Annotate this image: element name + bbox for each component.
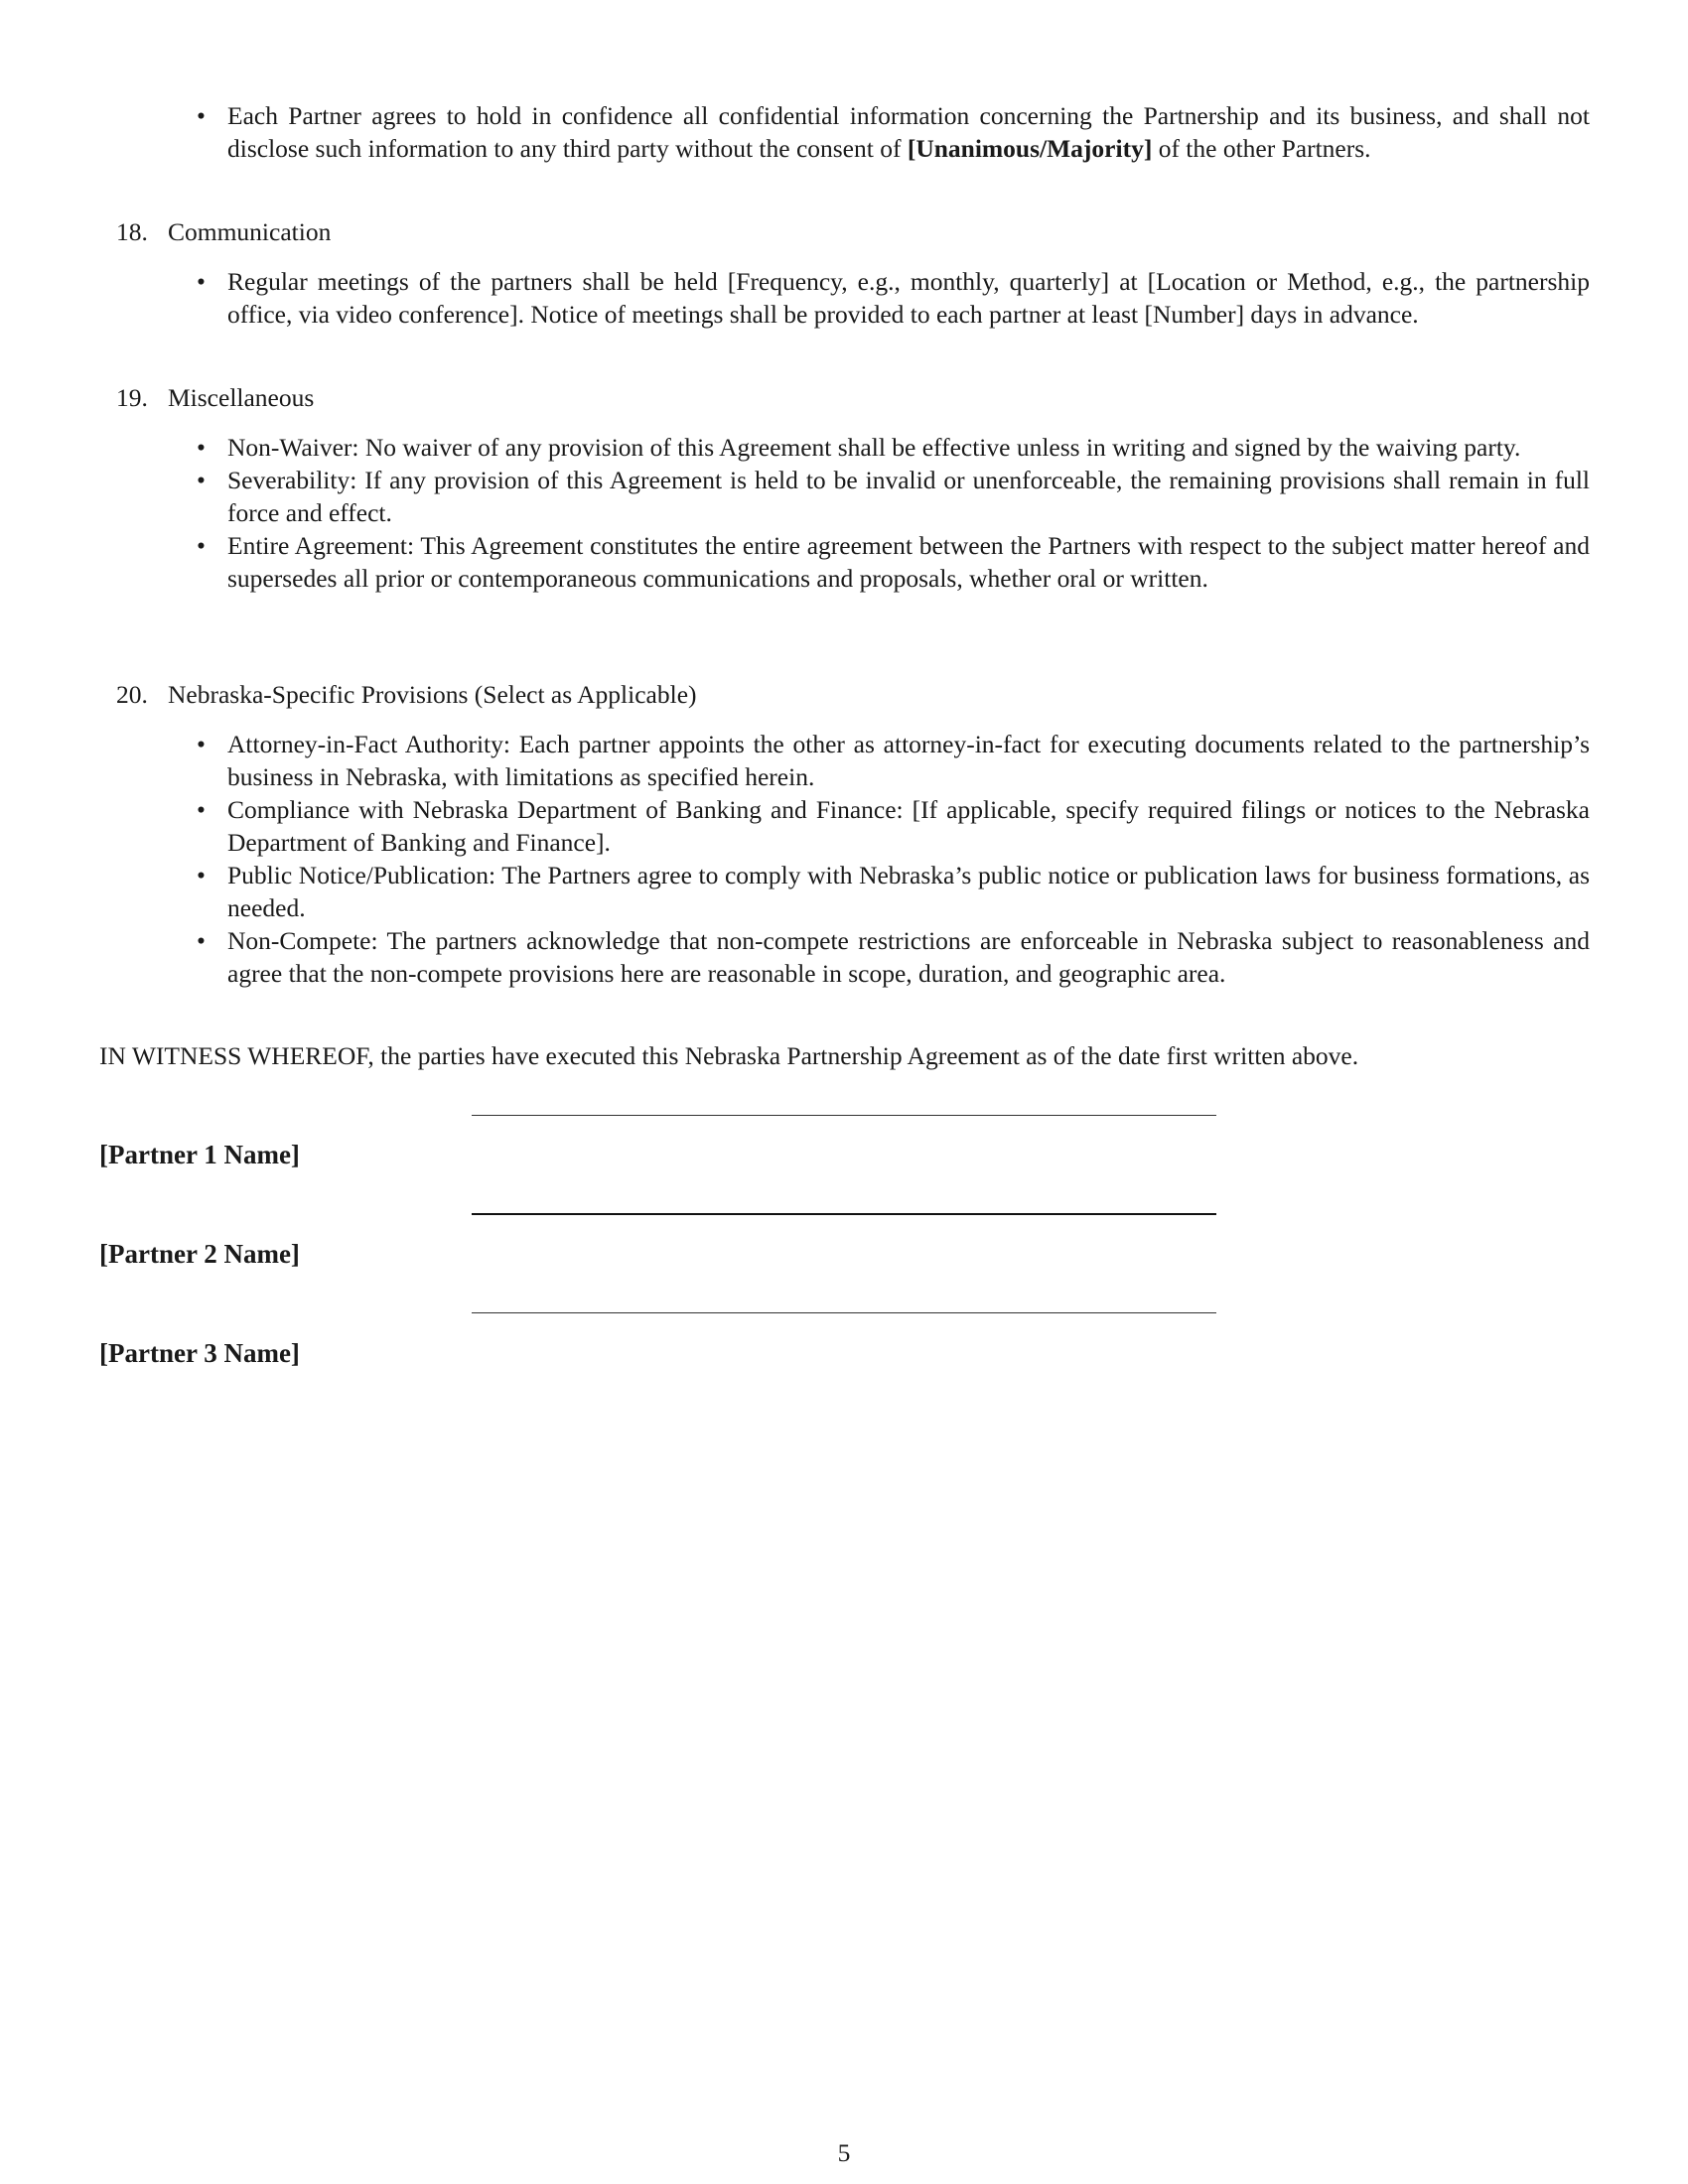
section-heading-18 [116,215,331,248]
list-item [0,99,1688,165]
bullet-icon: • [197,531,206,560]
section-title: Nebraska-Specific Provisions (Select as Applicable) [168,680,697,709]
list-item [0,728,1688,793]
bullet-icon: • [197,730,206,758]
list-item [0,431,1688,464]
list-item [0,529,1688,595]
witness-clause: IN WITNESS WHEREOF, the parties have executed this Nebraska Partnership Agreement as of the date first written above. [99,1041,1359,1070]
bullet-icon: • [197,861,206,889]
bullet-text: Each Partner agrees to hold in confidence all confidential information concerning the Partnership and its business, and shall not disclose such information to any third party without the consent of [227,101,1590,163]
bullet-icon: • [197,433,206,462]
section-number: 20. [116,680,148,709]
bullet-icon: • [197,926,206,955]
bullet-icon: • [197,795,206,824]
signature-line [472,1213,1216,1215]
list-item [0,464,1688,529]
section-number: 18. [116,217,148,246]
list-item [0,265,1688,331]
partner-name: [Partner 3 Name] [99,1338,300,1368]
section-heading-19 [116,381,314,414]
bullet-text: Public Notice/Publication: The Partners agree to comply with Nebraska’s public notice or publication laws for business formations, as needed. [227,861,1590,922]
section-number: 19. [116,383,148,412]
signature-line [472,1312,1216,1313]
partner-name: [Partner 2 Name] [99,1239,300,1269]
signature-line [472,1115,1216,1116]
bullet-text: Non-Waiver: No waiver of any provision of this Agreement shall be effective unless in writing and signed by the waiving party. [227,433,1521,462]
list-item [0,793,1688,859]
bullet-icon: • [197,267,206,296]
section-20-list [0,728,1688,990]
partner-name: [Partner 1 Name] [99,1140,300,1169]
bullet-text: Attorney-in-Fact Authority: Each partner appoints the other as attorney-in-fact for executing documents related to the partnership’s business in Nebraska, with limitations as specified herein. [227,730,1590,791]
bullet-text: Entire Agreement: This Agreement constitutes the entire agreement between the Partners with respect to the subject matter hereof and supersedes all prior or contemporaneous communications and proposals, whether oral or written. [227,531,1590,593]
bullet-text: Regular meetings of the partners shall be held [Frequency, e.g., monthly, quarterly] at [Location or Method, e.g., the partnership office, via video conference]. Notice of meetings shall be provided to each partner at least [Number] days in advance. [227,267,1590,329]
bullet-icon: • [197,101,206,130]
list-item [0,924,1688,990]
bullet-text-bold: [Unanimous/Majority] [907,134,1153,163]
section-18-list [0,265,1688,331]
list-item [0,859,1688,924]
bullet-text: Non-Compete: The partners acknowledge that non-compete restrictions are enforceable in Nebraska subject to reasonableness and agree that the non-compete provisions here are reasonable in scope, duration, and geographic area. [227,926,1590,988]
section-heading-20 [116,678,697,711]
bullet-text: Severability: If any provision of this Agreement is held to be invalid or unenforceable, the remaining provisions shall remain in full force and effect. [227,466,1590,527]
bullet-text: Compliance with Nebraska Department of Banking and Finance: [If applicable, specify required filings or notices to the Nebraska Department of Banking and Finance]. [227,795,1590,857]
section-title: Miscellaneous [168,383,315,412]
confidentiality-list [0,99,1688,165]
section-19-list [0,431,1688,595]
bullet-icon: • [197,466,206,494]
page-number: 5 [837,2138,851,2167]
bullet-text: of the other Partners. [1152,134,1371,163]
section-title: Communication [168,217,332,246]
